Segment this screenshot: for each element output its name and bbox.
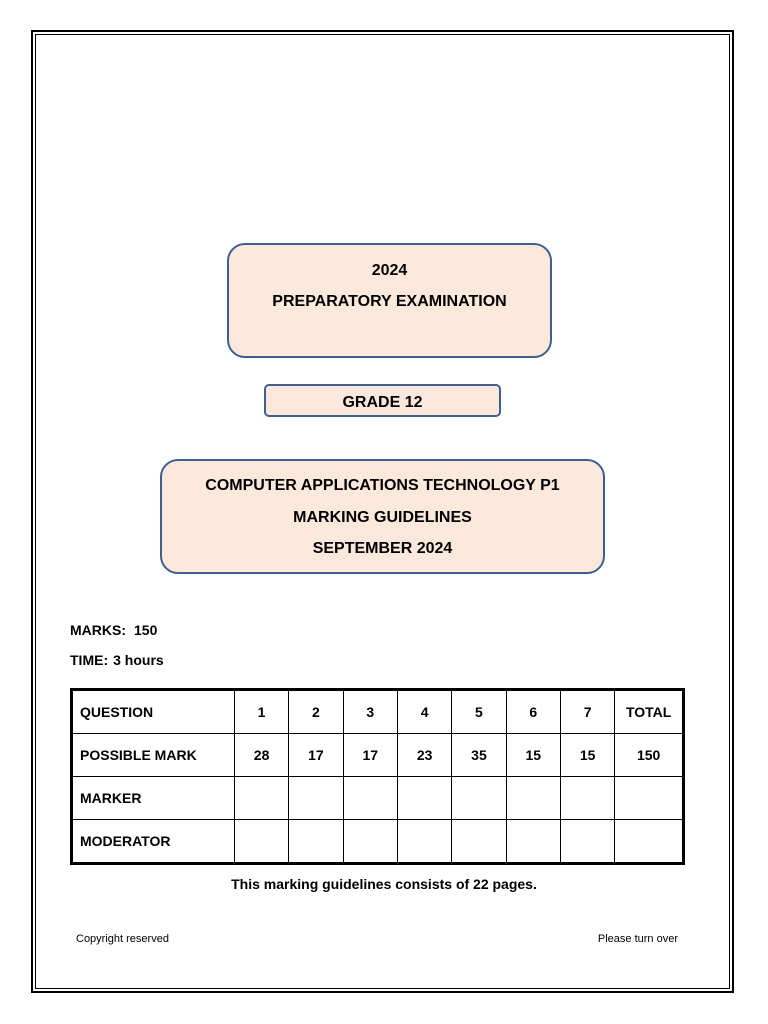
table-cell: 17	[289, 734, 343, 777]
table-cell	[234, 820, 288, 864]
exam-header-box	[227, 243, 552, 358]
table-cell: 15	[560, 734, 614, 777]
pages-note: This marking guidelines consists of 22 pages.	[231, 876, 537, 892]
table-cell	[506, 777, 560, 820]
table-cell: 2	[289, 690, 343, 734]
exam-title: PREPARATORY EXAMINATION	[272, 293, 507, 310]
turn-over-notice: Please turn over	[597, 933, 678, 945]
table-cell: 3	[343, 690, 397, 734]
table-cell: 15	[506, 734, 560, 777]
table-cell-total	[615, 820, 684, 864]
marks-table	[70, 688, 685, 865]
table-cell	[397, 820, 451, 864]
time-info	[70, 652, 164, 668]
table-cell: 5	[452, 690, 506, 734]
time-value: 3 hours	[113, 652, 164, 668]
time-label: TIME:	[70, 652, 109, 668]
table-row-marker	[72, 777, 684, 820]
row-label: MARKER	[72, 777, 235, 820]
table-cell	[289, 820, 343, 864]
table-cell-total	[615, 777, 684, 820]
row-label: POSSIBLE MARK	[72, 734, 235, 777]
copyright-notice: Copyright reserved	[76, 933, 169, 945]
exam-year: 2024	[371, 262, 408, 279]
table-cell	[234, 777, 288, 820]
table-cell: 6	[506, 690, 560, 734]
table-row-possible-mark	[72, 734, 684, 777]
table-cell: 28	[234, 734, 288, 777]
table-cell	[289, 777, 343, 820]
table-cell: 7	[560, 690, 614, 734]
document-type: MARKING GUIDELINES	[293, 509, 472, 526]
table-cell: 1	[234, 690, 288, 734]
table-cell: 35	[452, 734, 506, 777]
row-label: QUESTION	[72, 690, 235, 734]
marks-value: 150	[134, 622, 158, 638]
table-cell-total: 150	[615, 734, 684, 777]
marks-info	[70, 622, 157, 638]
table-cell: 4	[397, 690, 451, 734]
subject-box	[160, 459, 605, 574]
table-cell	[452, 820, 506, 864]
table-row-question	[72, 690, 684, 734]
table-cell-total: TOTAL	[615, 690, 684, 734]
grade-box	[264, 384, 501, 417]
grade-label: GRADE 12	[342, 394, 423, 411]
table-row-moderator	[72, 820, 684, 864]
table-cell	[452, 777, 506, 820]
subject-title: COMPUTER APPLICATIONS TECHNOLOGY P1	[205, 477, 560, 494]
row-label: MODERATOR	[72, 820, 235, 864]
table-cell	[397, 777, 451, 820]
table-cell	[343, 777, 397, 820]
exam-date: SEPTEMBER 2024	[312, 540, 453, 557]
table-cell: 23	[397, 734, 451, 777]
table-cell	[560, 777, 614, 820]
table-cell	[343, 820, 397, 864]
table-cell	[560, 820, 614, 864]
marks-label: MARKS:	[70, 622, 126, 638]
table-cell	[506, 820, 560, 864]
table-cell: 17	[343, 734, 397, 777]
